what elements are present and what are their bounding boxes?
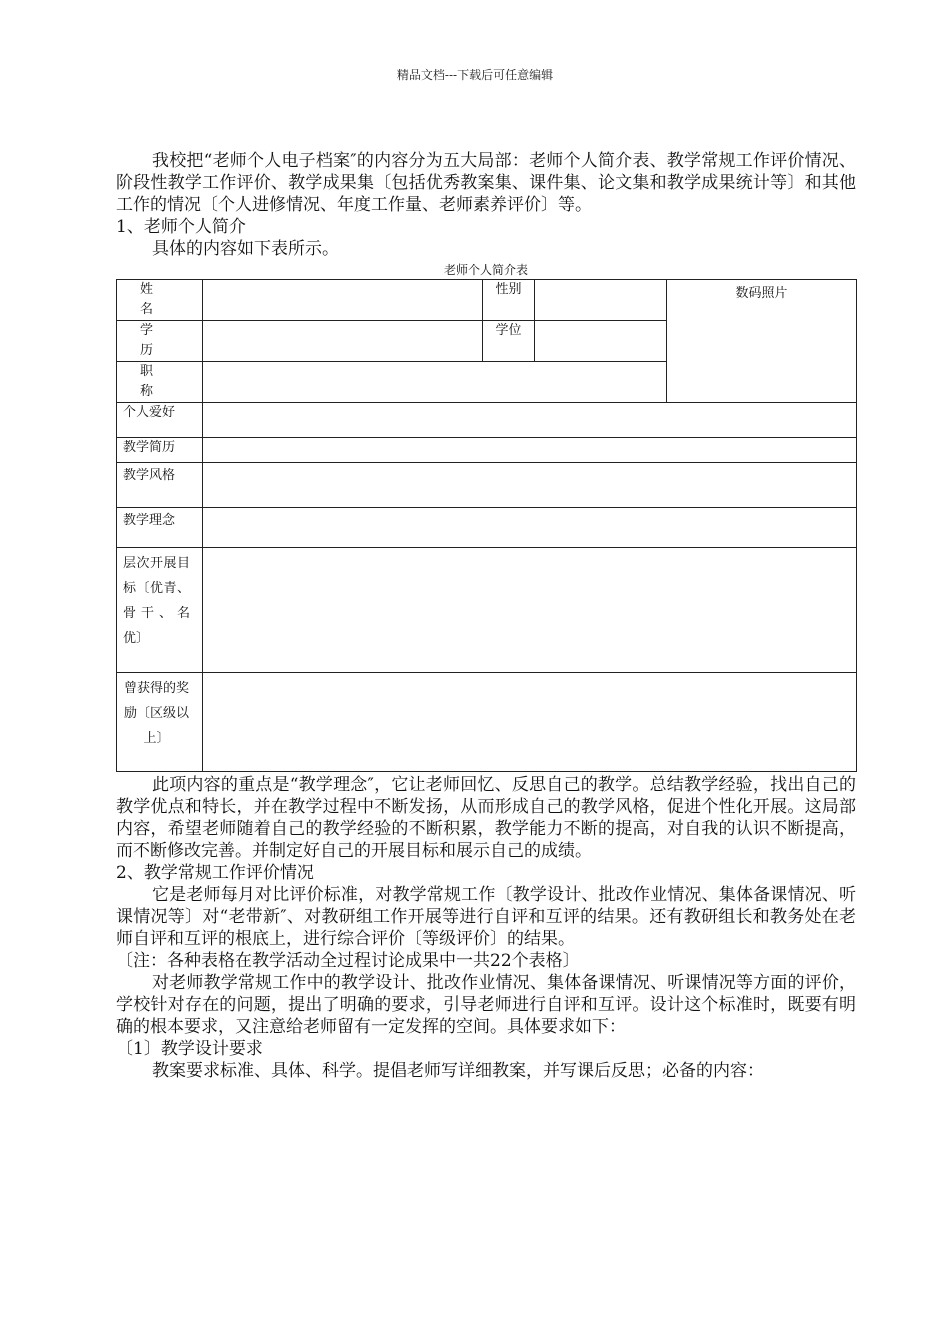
title-label: 职称 [117,362,203,403]
title-value-cell[interactable] [203,362,667,403]
teaching-philosophy-label: 教学理念 [117,508,203,548]
gender-value-cell[interactable] [535,280,667,321]
intro-paragraph: 我校把“老师个人电子档案″的内容分为五大局部：老师个人简介表、教学常规工作评价情况、阶段性教学工作评价、教学成果集〔包括优秀教案集、课件集、论文集和教学成果统计等〕和其他工作的情况〔个人进修情况、年度工作量、老师素养评价〕等。 [116,151,856,215]
gender-label: 性别 [483,280,535,321]
teaching-style-label: 教学风格 [117,463,203,508]
document-body [116,150,856,1082]
photo-cell[interactable]: 数码照片 [667,280,857,403]
table-caption: 老师个人简介表 [443,263,528,277]
section-1-heading: 1、老师个人简介 [116,217,246,237]
section-2-heading: 2、教学常规工作评价情况 [116,863,314,883]
hobby-value-cell[interactable] [203,403,857,438]
teaching-philosophy-value-cell[interactable] [203,508,857,548]
development-goal-label: 层次开展目标〔优青、骨干、名优〕 [117,548,203,673]
name-value-cell[interactable] [203,280,483,321]
education-label: 学历 [117,321,203,362]
page-header: 精品文档---下载后可任意编辑 [396,68,554,82]
table-lead-text: 具体的内容如下表所示。 [152,239,339,259]
teacher-profile-table [116,279,857,772]
development-goal-value-cell[interactable] [203,548,857,673]
section-2-paragraph-2: 对老师教学常规工作中的教学设计、批改作业情况、集体备课情况、听课情况等方面的评价，学校针对存在的问题，提出了明确的要求，引导老师进行自评和互评。设计这个标准时，既要有明确的根本要求，又注意给老师留有一定发挥的空间。具体要求如下： [116,973,856,1037]
section-2-paragraph-3: 教案要求标准、具体、科学。提倡老师写详细教案，并写课后反思；必备的内容： [152,1061,764,1081]
name-label: 姓名 [117,280,203,321]
teaching-history-label: 教学简历 [117,438,203,463]
section-2-subheading: 〔1〕教学设计要求 [116,1039,263,1059]
awards-value-cell[interactable] [203,673,857,772]
section-2-note: 〔注：各种表格在教学活动全过程讨论成果中一共22个表格〕 [116,951,580,971]
degree-label: 学位 [483,321,535,362]
teaching-style-value-cell[interactable] [203,463,857,508]
hobby-label: 个人爱好 [117,403,203,438]
degree-value-cell[interactable] [535,321,667,362]
education-value-cell[interactable] [203,321,483,362]
section-2-paragraph-1: 它是老师每月对比评价标准，对教学常规工作〔教学设计、批改作业情况、集体备课情况、听课情况等〕对“老带新″、对教研组工作开展等进行自评和互评的结果。还有教研组长和教务处在老师自评和互评的根底上，进行综合评价〔等级评价〕的结果。 [116,885,856,949]
section-1-paragraph: 此项内容的重点是“教学理念″，它让老师回忆、反思自己的教学。总结教学经验，找出自己的教学优点和特长，并在教学过程中不断发扬，从而形成自己的教学风格，促进个性化开展。这局部内容，希望老师随着自己的教学经验的不断积累，教学能力不断的提高，对自我的认识不断提高，而不断修改完善。并制定好自己的开展目标和展示自己的成绩。 [116,775,856,861]
awards-label: 曾获得的奖励〔区级以上〕 [117,673,203,772]
teaching-history-value-cell[interactable] [203,438,857,463]
